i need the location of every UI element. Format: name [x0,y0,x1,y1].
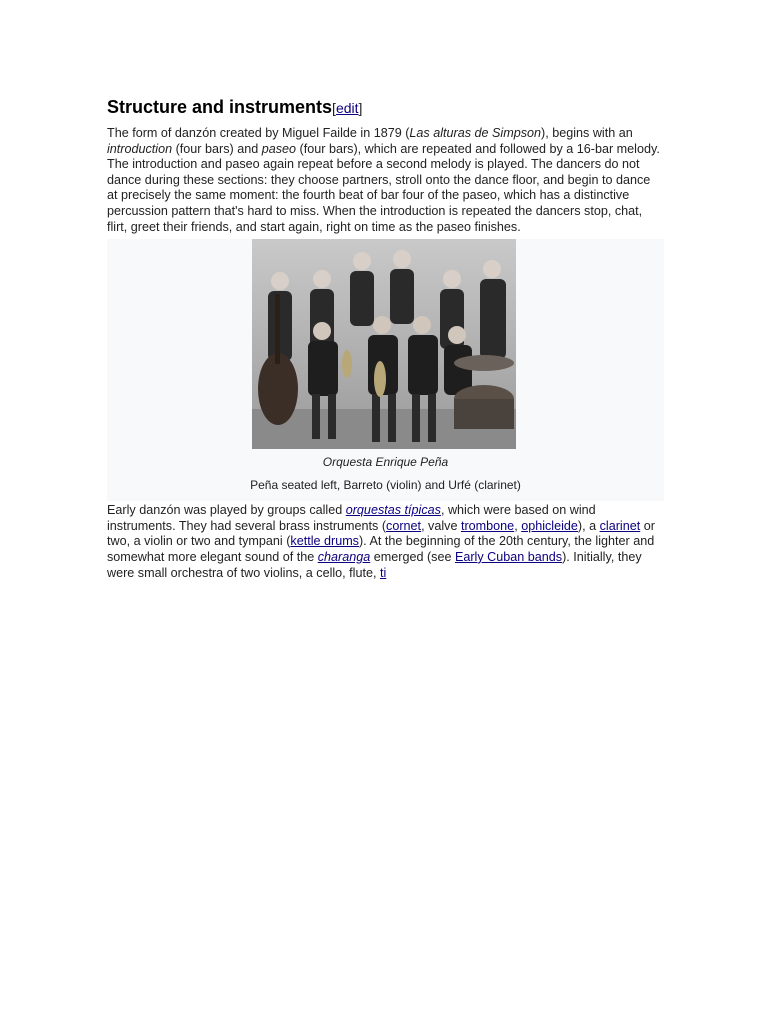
link-clarinet[interactable]: clarinet [599,518,641,533]
text: (four bars), which are repeated and followed by a 16-bar melody. The introduction and paseo again repeat before a second melody is played. The dancers do not dance during these sections: they choose partners, stroll onto the dance floor, and begin to dance at precisely the same moment: the fourth beat of bar four of the paseo, which has a distinctive percussion pattern that's hard to miss. When the introduction is repeated the dancers stop, chat, flirt, greet their friends, and start again, right on time as the paseo finishes. [107,141,660,234]
figure-box [107,239,664,501]
section-heading-text: Structure and instruments [107,97,333,117]
text: ), begins with an [541,126,633,140]
article-content [107,96,664,581]
italic-title: Las alturas de Simpson [409,126,542,140]
text: ). At the beginning of the 20th century, the lighter and somewhat more elegant sound of the [107,534,655,564]
paragraph-form [107,126,664,235]
band-photo-illustration [252,239,516,449]
text: , valve [421,518,461,533]
paragraph-early-danzon [107,503,664,581]
text: or two, a violin or two and tympani ( [107,518,655,549]
text: emerged (see [370,549,455,564]
text: (four bars) and [172,141,262,156]
link-trombone[interactable]: trombone [460,518,515,533]
text: ). Initially, they were small orchestra of two violins, a cello, flute, [107,549,642,580]
italic-term: paseo [261,141,297,156]
text: The form of danzón created by Miguel Failde in 1879 ( [107,126,410,140]
text: , which were based on wind instruments. They had several brass instruments ( [107,503,596,533]
text: , [514,518,522,533]
edit-link[interactable]: edit [335,100,359,116]
figure-caption-title: Orquesta Enrique Peña [322,455,449,470]
edit-bracket-open: [ [332,100,336,116]
text: Early danzón was played by groups called [107,503,346,518]
edit-section [332,100,362,116]
link-truncated[interactable]: ti [379,565,387,580]
link-cornet[interactable]: cornet [386,518,422,533]
link-kettle-drums[interactable]: kettle drums [290,534,359,549]
figure-caption-text: Peña seated left, Barreto (violin) and Urfé (clarinet) [250,478,521,493]
link-ophicleide[interactable]: ophicleide [521,518,578,533]
italic-term: introduction [107,141,173,156]
section-heading [107,96,664,118]
band-photo[interactable] [252,239,516,449]
link-early-cuban-bands[interactable]: Early Cuban bands [454,549,563,564]
link-orquestas-tipicas[interactable]: orquestas típicas [345,503,441,518]
text: ), a [577,518,600,533]
edit-bracket-close: ] [358,100,363,116]
link-charanga[interactable]: charanga [317,549,371,564]
